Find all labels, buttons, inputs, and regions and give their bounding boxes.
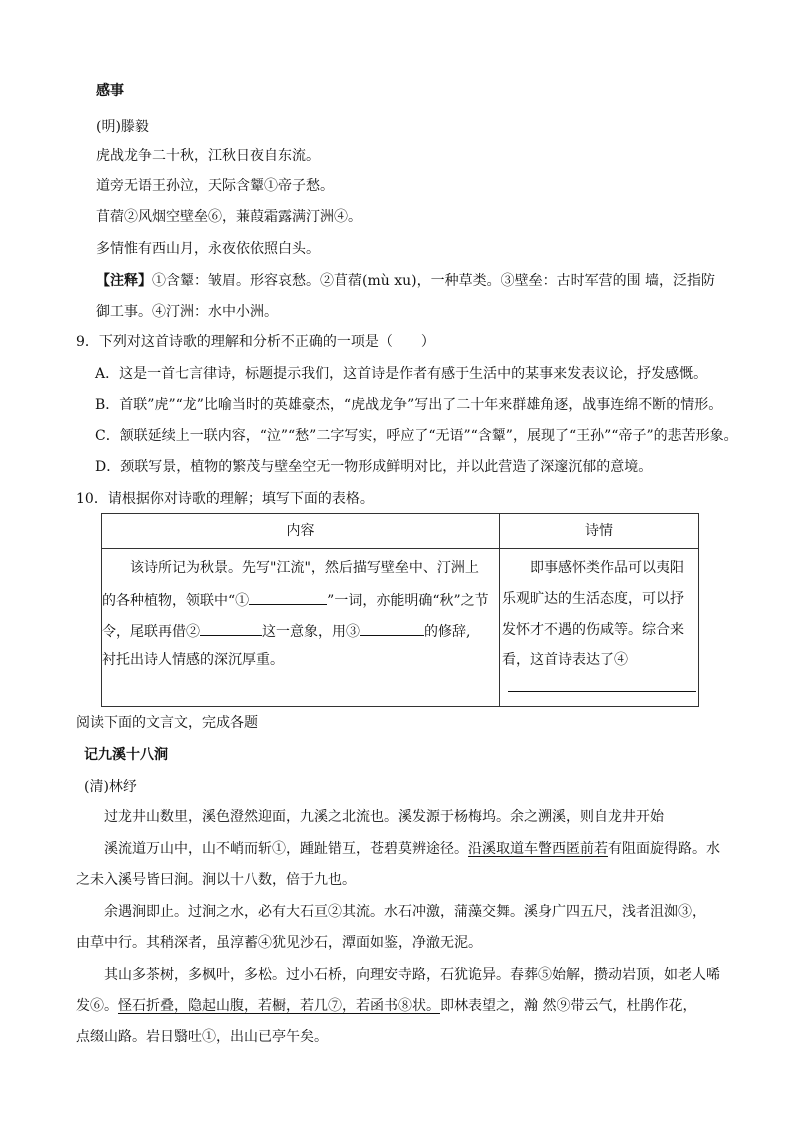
poem-line-2: 道旁无语王孙泣，天际含颦①帝子愁。 — [96, 178, 334, 194]
blank-2[interactable] — [200, 621, 262, 636]
poem-note-continued: 御工事。④汀洲：水中小洲。 — [96, 304, 278, 320]
para-3-line-1: 余遇涧即止。过涧之水，必有大石亘②其流。水石冲激，蒲藻交舞。溪身广四五尺，浅者沮洳③， — [104, 904, 706, 920]
para-1: 过龙井山数里，溪色澄然迎面，九溪之北流也。溪发源于杨梅坞。余之溯溪，则自龙井开始 — [104, 809, 664, 825]
feeling-line-1: 即事感怀类作品可以夷阳 — [530, 560, 684, 576]
feeling-line-2: 乐观旷达的生活态度，可以抒 — [502, 591, 684, 607]
note-label: 【注释】 — [96, 273, 152, 289]
q9-option-c: C．颔联延续上一联内容，“泣”“愁”二字写实，呼应了“无语”“含颦”，展现了“王孙”“帝子”的悲苦形象。 — [95, 428, 738, 444]
para-4-line-3: 点缀山路。岩日翳吐①，出山已亭午矣。 — [76, 1029, 328, 1045]
para-4-text-a: 发⑥。 — [76, 998, 118, 1014]
content-line-2-b: ”一词，亦能明确“秋”之节 — [327, 593, 489, 609]
poem-title: 感事 — [96, 83, 124, 99]
content-line-4: 衬托出诗人情感的深沉厚重。 — [102, 652, 284, 668]
q10-table — [101, 513, 699, 707]
para-4-line-2 — [76, 997, 696, 1015]
blank-3[interactable] — [360, 621, 424, 636]
poem-note — [96, 272, 715, 290]
col-header-feeling: 诗情 — [500, 514, 699, 549]
blank-4[interactable] — [508, 691, 696, 692]
feeling-line-4: 看，这首诗表达了④ — [502, 652, 628, 668]
q9-option-b: B．首联”虎”“龙”比喻当时的英雄豪杰，“虎战龙争”写出了二十年来群雄角逐，战事连绵不断的情形。 — [95, 397, 723, 413]
blank-1[interactable] — [249, 590, 327, 605]
poem-author: (明)滕毅 — [96, 119, 149, 135]
para-2-line-1 — [104, 840, 720, 858]
para-2-text-b: 有阻面旋得路。水 — [608, 841, 720, 857]
content-cell — [102, 549, 500, 707]
q9-option-a: A．这是一首七言律诗，标题提示我们，这首诗是作者有感于生活中的某事来发表议论，抒发感慨。 — [95, 366, 708, 382]
content-line-1: 该诗所记为秋景。先写"江流"，然后描写壁垒中、汀洲上 — [130, 560, 479, 576]
poem-line-1: 虎战龙争二十秋，江秋日夜自东流。 — [96, 148, 320, 164]
para-4-underlined: 怪石折叠，隐起山腹，若橱，若几⑦，若函书⑧状。 — [118, 998, 440, 1014]
poem-line-3: 苜蓿②风烟空壁垒⑥，蒹葭霜露满汀洲④。 — [96, 209, 362, 225]
col-header-content: 内容 — [102, 514, 500, 549]
feeling-cell — [500, 549, 699, 707]
note-text-1: ①含颦：皱眉。形容哀愁。②苜蓿(mù xu)，一种草类。③壁垒：古时军营的围 墙，泛指防 — [152, 273, 716, 289]
content-line-3 — [102, 621, 470, 641]
reading-title: 记九溪十八涧 — [84, 747, 168, 763]
para-2-line-2: 之未入溪号皆曰涧。涧以十八数，倍于九也。 — [76, 872, 356, 888]
q9-stem: 9．下列对这首诗歌的理解和分析不正确的一项是（ ） — [76, 334, 435, 350]
reading-author: (清)林纾 — [84, 779, 137, 795]
poem-line-4: 多情惟有西山月，永夜依依照白头。 — [96, 241, 320, 257]
q10-stem: 10．请根据你对诗歌的理解；填写下面的表格。 — [76, 491, 374, 507]
para-2-underlined: 沿溪取道车瞥西匿前若 — [468, 841, 608, 857]
para-4-line-1: 其山多茶树，多枫叶，多松。过小石桥，向理安寺路，石犹诡异。春葬⑤始解，攒动岩顶，如老人唏 — [104, 967, 720, 983]
content-line-2-a: 的各种植物，领联中“① — [102, 593, 250, 609]
q9-option-d: D．颈联写景，植物的繁茂与壁垒空无一物形成鲜明对比，并以此营造了深邃沉郁的意境。 — [95, 459, 653, 475]
reading-intro: 阅读下面的文言文，完成各题 — [76, 715, 258, 731]
para-2-text-a: 溪流道万山中，山不峭而斩①，踵趾错互，苍碧莫辨途径。 — [104, 841, 468, 857]
content-line-3-b: 这一意象，用③ — [262, 624, 360, 640]
content-line-2 — [102, 590, 489, 610]
para-3-line-2: 由草中行。其稍深者，虽淳蓄④犹见沙石，潭面如鉴，净澈无泥。 — [76, 935, 482, 951]
content-line-3-c: 的修辞, — [424, 624, 471, 640]
content-line-3-a: 令，尾联再借② — [102, 624, 200, 640]
feeling-line-3: 发怀才不遇的伤咸等。综合来 — [502, 622, 684, 638]
para-4-text-b: 即林表望之，瀚 然⑨带云气，杜鹃作花， — [440, 998, 697, 1014]
